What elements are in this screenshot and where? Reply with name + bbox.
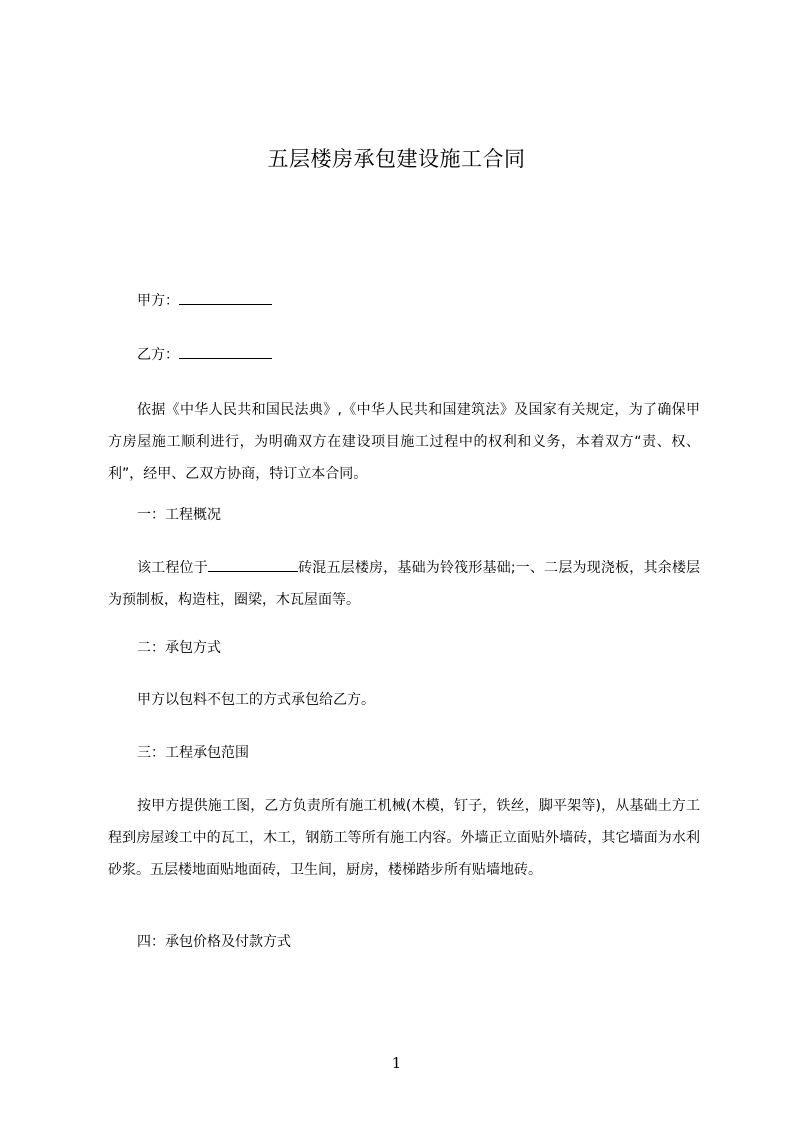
party-b-label: 乙方： xyxy=(137,347,179,363)
section4-heading: 四：承包价格及付款方式 xyxy=(137,934,291,950)
section2-heading: 二：承包方式 xyxy=(137,640,221,656)
section3-heading: 三：工程承包范围 xyxy=(137,745,249,761)
section3-paragraph: 按甲方提供施工图，乙方负责所有施工机械(木模，钉子，铁丝，脚平架等)，从基础土方工程到房屋竣工中的瓦工，木工，钢筋工等所有施工内容。外墙正立面贴外墙砖，其它墙面为水利砂浆。五层楼地面贴地面砖，卫生间，厨房，楼梯踏步所有贴墙地砖。 xyxy=(108,798,700,878)
party-a-blank xyxy=(179,290,272,305)
party-b-blank xyxy=(179,344,272,359)
party-b-line xyxy=(137,344,272,365)
party-a-line xyxy=(137,290,272,311)
section2-body: 甲方以包料不包工的方式承包给乙方。 xyxy=(137,692,375,708)
section1-rest: 砖混五层楼房，基础为铃筏形基础;一、二层为现浇板，其余楼层为预制板，构造柱，圈梁，木瓦屋面等。 xyxy=(108,560,701,608)
intro-paragraph: 依据《中华人民共和国民法典》,《中华人民共和国建筑法》及国家有关规定，为了确保甲方房屋施工顺利进行，为明确双方在建设项目施工过程中的权利和义务，本着双方“责、权、利”，经甲、乙双方协商，特订立本合同。 xyxy=(108,402,700,482)
location-blank xyxy=(208,557,298,572)
section1-heading: 一：工程概况 xyxy=(137,507,221,523)
section1-paragraph xyxy=(108,552,700,616)
section1-prefix: 该工程位于 xyxy=(137,560,208,576)
party-a-label: 甲方： xyxy=(137,293,179,309)
page-number: 1 xyxy=(391,1054,402,1072)
document-title: 五层楼房承包建设施工合同 xyxy=(267,147,526,171)
